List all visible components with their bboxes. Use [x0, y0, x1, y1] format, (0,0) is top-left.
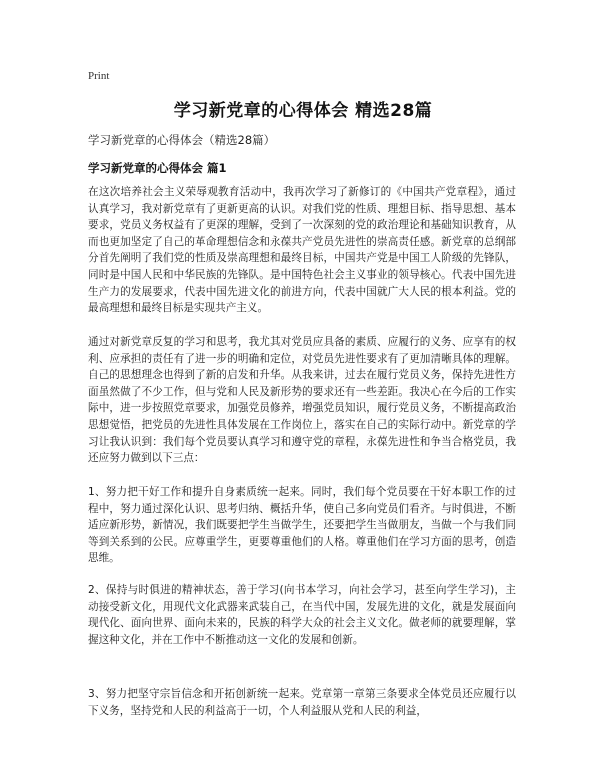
- document-subtitle: 学习新党章的心得体会（精选28篇）: [88, 133, 276, 147]
- paragraph-1: 在这次培养社会主义荣辱观教育活动中，我再次学习了新修订的《中国共产党章程》，通过认真学习，我对新党章有了更新更高的认识。对我们党的性质、理想目标、指导思想、基本要求，党员义务权益有了更深的理解，受到了一次深刻的党的政治理论和基础知识教育，从而也更加坚定了自己的革命理想信念和永葆共产党员先进性的崇高责任感。新党章的总纲部分首先阐明了我们党的性质及崇高理想和最终目标，中国共产党是中国工人阶级的先锋队，同时是中国人民和中华民族的先锋队。是中国特色社会主义事业的领导核心。代表中国先进生产力的发展要求，代表中国先进文化的前进方向，代表中国就广大人民的根本利益。党的最高理想和最终目标是实现共产主义。: [88, 186, 516, 315]
- paragraph-2: 通过对新党章反复的学习和思考，我尤其对党员应具备的素质、应履行的义务、应享有的权利、应承担的责任有了进一步的明确和定位，对党员先进性要求有了更加清晰具体的理解。自己的思想理念也得到了新的启发和升华。从我来讲，过去在履行党员义务，保持先进性方面虽然做了不少工作，但与党和人民及新形势的要求还有一些差距。我决心在今后的工作实际中，进一步按照党章要求，加强党员修养，增强党员知识，履行党员义务，不断提高政治思想觉悟，把党员的先进性具体发展在工作岗位上，落实在自己的实际行动中。新党章的学习让我认识到：我们每个党员要认真学习和遵守党的章程，永葆先进性和争当合格党员，我还应努力做到以下三点：: [88, 336, 516, 465]
- print-label: Print: [88, 70, 110, 82]
- paragraph-5: 3、努力把坚守宗旨信念和开拓创新统一起来。党章第一章第三条要求全体党员还应履行以下义务，坚持党和人民的利益高于一切，个人利益服从党和人民的利益，: [88, 688, 516, 717]
- document-title: 学习新党章的心得体会 精选28篇: [173, 101, 433, 121]
- paragraph-4: 2、保持与时俱进的精神状态，善于学习(向书本学习，向社会学习，甚至向学生学习)，主动接受新文化，用现代文化武器来武装自己，在当代中国，发展先进的文化，就是发展面向现代化、面向世界、面向未来的，民族的科学大众的社会主义文化。做老师的就要理解，掌握这种文化，并在工作中不断推动这一文化的发展和创新。: [88, 584, 516, 646]
- paragraph-3: 1、努力把干好工作和提升自身素质统一起来。同时，我们每个党员要在干好本职工作的过程中，努力通过深化认识、思考归纳、概括升华，使自己多向党员们看齐。与时俱进，不断适应新形势，新情况，我们既要把学生当做学生，还要把学生当做朋友，当做一个与我们同等到关系到的公民。应尊重学生，更要尊重他们的人格。尊重他们在学习方面的思考，创造思维。: [88, 486, 516, 565]
- section-heading: 学习新党章的心得体会 篇1: [88, 161, 227, 175]
